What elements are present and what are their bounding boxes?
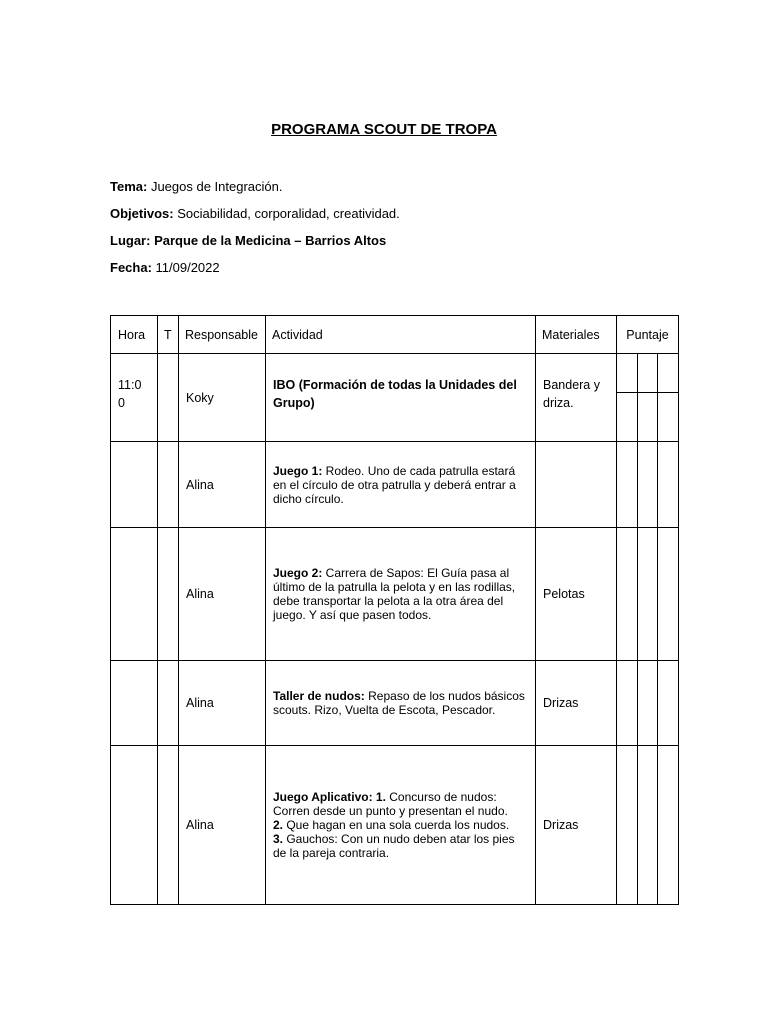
- cell-materiales: Drizas: [536, 661, 617, 746]
- cell-responsable: Alina: [179, 746, 266, 905]
- fecha-label: Fecha:: [110, 260, 152, 275]
- page-title: PROGRAMA SCOUT DE TROPA: [271, 121, 497, 138]
- score-cell: [658, 442, 679, 528]
- cell-responsable: Koky: [179, 354, 266, 442]
- score-cell: [638, 746, 658, 905]
- cell-responsable: Alina: [179, 442, 266, 528]
- cell-t: [158, 442, 179, 528]
- header-hora: Hora: [111, 316, 158, 354]
- tema-label: Tema:: [110, 179, 148, 194]
- tema-value: Juegos de Integración.: [147, 179, 283, 194]
- cell-hora: 11:0 0: [111, 354, 158, 442]
- score-cell: [617, 442, 638, 528]
- score-cell: [658, 528, 679, 661]
- objetivos-label: Objetivos:: [110, 206, 174, 221]
- header-materiales: Materiales: [536, 316, 617, 354]
- score-cell: [658, 746, 679, 905]
- cell-actividad: Taller de nudos: Repaso de los nudos básicos scouts. Rizo, Vuelta de Escota, Pescador.: [266, 661, 536, 746]
- score-cell: [638, 354, 658, 442]
- lugar-line: [110, 233, 386, 248]
- fecha-value: 11/09/2022: [151, 260, 220, 275]
- cell-hora: [111, 442, 158, 528]
- cell-t: [158, 661, 179, 746]
- cell-hora: [111, 661, 158, 746]
- cell-materiales: [536, 442, 617, 528]
- cell-actividad: Juego Aplicativo: 1. Concurso de nudos: Corren desde un punto y presentan el nudo. 2. Que hagan en una sola cuerda los nudos. 3. Gauchos: Con un nudo deben atar los pies de la pareja contraria.: [266, 746, 536, 905]
- fecha-line: [110, 260, 220, 275]
- table-row: [111, 354, 679, 442]
- table-row: [111, 746, 679, 905]
- cell-responsable: Alina: [179, 661, 266, 746]
- cell-actividad: IBO (Formación de todas la Unidades del Grupo): [266, 354, 536, 442]
- score-cell: [617, 661, 638, 746]
- cell-responsable: Alina: [179, 528, 266, 661]
- cell-t: [158, 354, 179, 442]
- score-cell: [617, 354, 638, 442]
- score-cell: [638, 661, 658, 746]
- header-t: T: [158, 316, 179, 354]
- score-cell: [658, 354, 679, 442]
- table-row: [111, 442, 679, 528]
- header-actividad: Actividad: [266, 316, 536, 354]
- header-responsable: Responsable: [179, 316, 266, 354]
- program-table: [110, 315, 679, 905]
- score-cell: [658, 661, 679, 746]
- table-row: [111, 661, 679, 746]
- lugar-value: Parque de la Medicina – Barrios Altos: [150, 233, 387, 248]
- cell-materiales: Bandera y driza.: [536, 354, 617, 442]
- cell-materiales: Pelotas: [536, 528, 617, 661]
- objetivos-value: Sociabilidad, corporalidad, creatividad.: [173, 206, 400, 221]
- cell-hora: [111, 528, 158, 661]
- cell-t: [158, 746, 179, 905]
- score-cell: [617, 746, 638, 905]
- cell-actividad: Juego 1: Rodeo. Uno de cada patrulla estará en el círculo de otra patrulla y deberá entrar a dicho círculo.: [266, 442, 536, 528]
- table-row: [111, 528, 679, 661]
- score-cell: [617, 528, 638, 661]
- lugar-label: Lugar:: [110, 233, 151, 248]
- cell-actividad: Juego 2: Carrera de Sapos: El Guía pasa al último de la patrulla la pelota y en las rodillas, debe transportar la pelota a la otra área del juego. Y así que pasen todos.: [266, 528, 536, 661]
- score-cell: [638, 442, 658, 528]
- cell-t: [158, 528, 179, 661]
- table-header-row: [111, 316, 679, 354]
- score-cell: [638, 528, 658, 661]
- cell-hora: [111, 746, 158, 905]
- tema-line: [110, 179, 282, 194]
- cell-materiales: Drizas: [536, 746, 617, 905]
- header-puntaje: Puntaje: [617, 316, 679, 354]
- objetivos-line: [110, 206, 400, 221]
